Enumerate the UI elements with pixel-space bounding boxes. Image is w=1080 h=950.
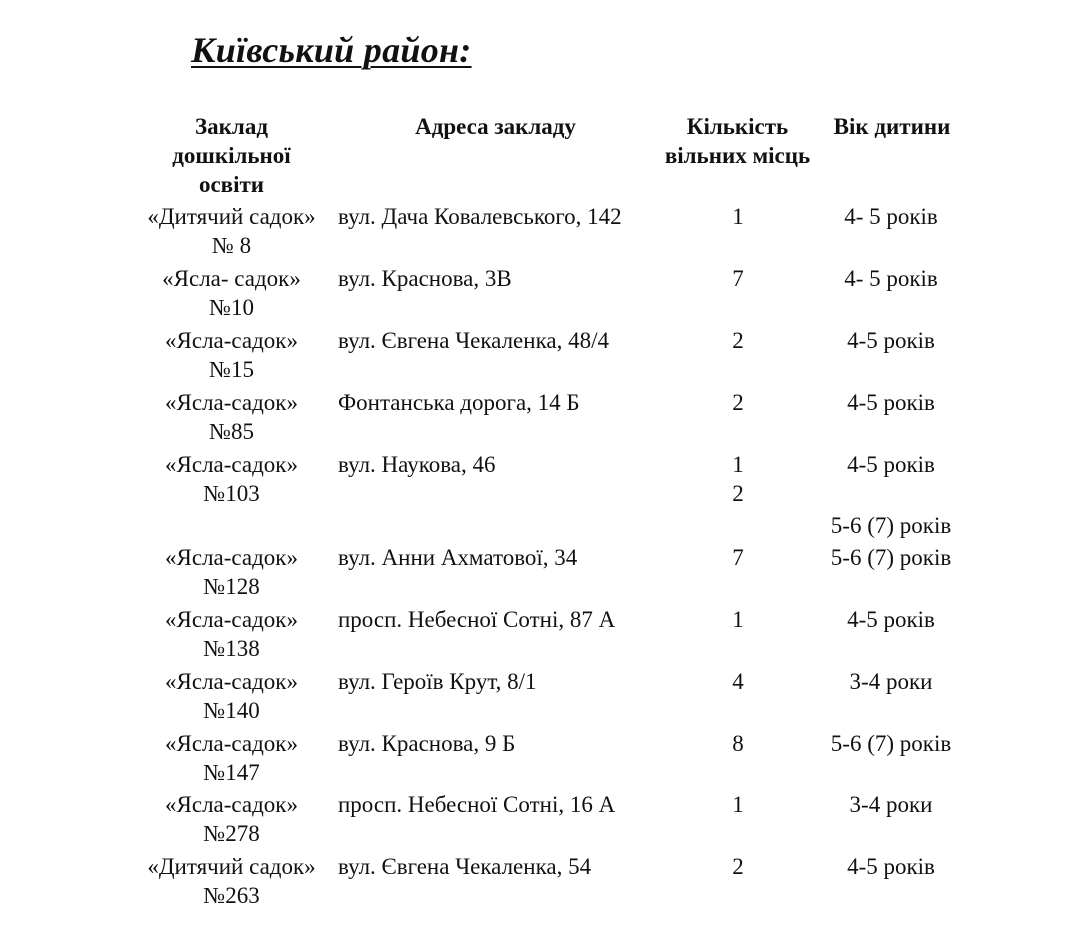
child-age-secondary: 5-6 (7) років (830, 513, 952, 538)
child-age: 4-5 років (847, 328, 935, 353)
institution-name (130, 450, 333, 508)
institution-type: «Ясла-садок» (165, 607, 298, 632)
child-age: 4-5 років (847, 452, 935, 477)
institution-name (130, 543, 333, 601)
institution-number: №278 (203, 821, 260, 846)
institution-type: «Ясла-садок» (165, 452, 298, 477)
free-places-count: 1 (732, 607, 744, 632)
institution-address: вул. Дача Ковалевського, 142 (338, 204, 622, 229)
institution-name (130, 388, 333, 446)
free-places-count: 2 (732, 854, 744, 879)
institution-name (130, 202, 333, 260)
header-free-places-line: вільних місць (664, 143, 811, 168)
institution-type: «Дитячий садок» (147, 204, 316, 229)
institution-name (130, 729, 333, 787)
institution-name (130, 326, 333, 384)
institution-number: № 8 (211, 233, 252, 258)
header-address: Адреса закладу (415, 114, 576, 139)
institution-type: «Ясла-садок» (165, 390, 298, 415)
institution-number: №10 (209, 295, 254, 320)
institution-address: Фонтанська дорога, 14 Б (338, 390, 580, 415)
institution-type: «Ясла-садок» (165, 669, 298, 694)
child-age: 5-6 (7) років (830, 731, 952, 756)
free-places-count-secondary: 2 (732, 481, 744, 506)
free-places-count (708, 450, 768, 508)
institution-address: вул. Героїв Крут, 8/1 (338, 669, 537, 694)
header-institution-line: дошкільної (172, 143, 291, 168)
child-age: 3-4 роки (849, 669, 933, 694)
institution-number: №103 (203, 481, 260, 506)
child-age: 5-6 (7) років (830, 545, 952, 570)
institution-name (130, 264, 333, 322)
free-places-count: 2 (732, 390, 744, 415)
free-places-count-primary: 1 (732, 452, 744, 477)
institution-address: вул. Євгена Чекаленка, 48/4 (338, 328, 610, 353)
institution-name (130, 667, 333, 725)
free-places-count: 7 (732, 266, 744, 291)
free-places-count: 1 (732, 204, 744, 229)
free-places-count: 1 (732, 792, 744, 817)
institution-address: вул. Краснова, 3В (338, 266, 512, 291)
institution-address: вул. Анни Ахматової, 34 (338, 545, 578, 570)
child-age: 3-4 роки (849, 792, 933, 817)
institution-number: №140 (203, 698, 260, 723)
institution-number: №138 (203, 636, 260, 661)
institution-name (130, 790, 333, 848)
institution-name (130, 852, 333, 910)
free-places-count: 2 (732, 328, 744, 353)
header-institution-line: Заклад (195, 114, 268, 139)
header-free-places (655, 112, 820, 170)
free-places-count: 4 (732, 669, 744, 694)
institution-address: просп. Небесної Сотні, 16 А (338, 792, 616, 817)
institution-type: «Ясла- садок» (162, 266, 301, 291)
institution-address: вул. Краснова, 9 Б (338, 731, 516, 756)
institution-type: «Ясла-садок» (165, 731, 298, 756)
institution-address: вул. Наукова, 46 (338, 452, 496, 477)
institution-address: вул. Євгена Чекаленка, 54 (338, 854, 592, 879)
institution-name (130, 605, 333, 663)
child-age: 4- 5 років (844, 266, 938, 291)
institution-type: «Дитячий садок» (147, 854, 316, 879)
header-child-age: Вік дитини (833, 114, 951, 139)
institution-number: №128 (203, 574, 260, 599)
institution-type: «Ясла-садок» (165, 545, 298, 570)
institution-number: №263 (203, 883, 260, 908)
district-title: Київський район: (191, 30, 472, 70)
institution-type: «Ясла-садок» (165, 328, 298, 353)
free-places-count: 7 (732, 545, 744, 570)
header-institution (130, 112, 333, 199)
child-age: 4- 5 років (844, 204, 938, 229)
institution-number: №15 (209, 357, 254, 382)
child-age: 4-5 років (847, 607, 935, 632)
institution-number: №147 (203, 760, 260, 785)
child-age: 4-5 років (847, 390, 935, 415)
header-institution-line: освіти (198, 172, 265, 197)
institution-type: «Ясла-садок» (165, 792, 298, 817)
institution-address: просп. Небесної Сотні, 87 А (338, 607, 616, 632)
header-free-places-line: Кількість (686, 114, 789, 139)
child-age: 4-5 років (847, 854, 935, 879)
institution-number: №85 (209, 419, 254, 444)
free-places-count: 8 (732, 731, 744, 756)
